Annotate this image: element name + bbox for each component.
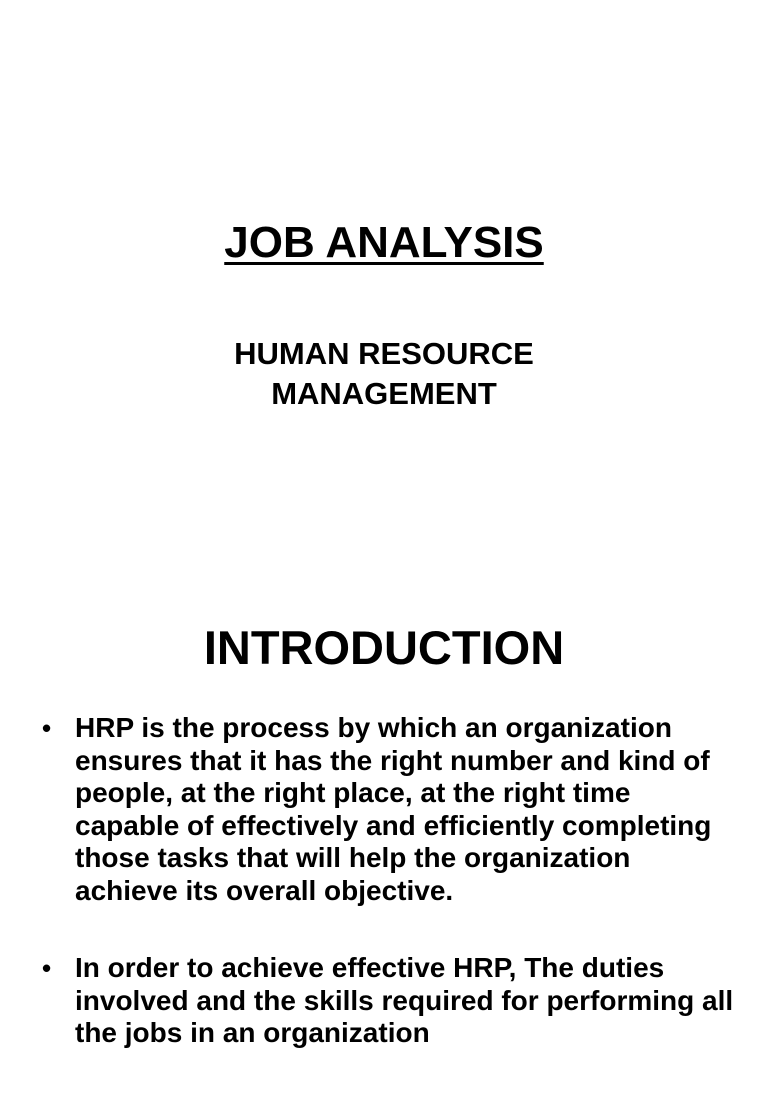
subtitle-line-2: MANAGEMENT (271, 376, 497, 411)
bullet-text: In order to achieve effective HRP, The duties involved and the skills required for performing all the jobs in an organization (75, 952, 734, 1048)
bullet-item (0, 952, 768, 1050)
bullet-list (0, 712, 768, 1095)
introduction-heading: INTRODUCTION (203, 621, 565, 674)
subtitle-line-1: HUMAN RESOURCE (234, 336, 534, 371)
bullet-item (0, 712, 768, 907)
slide-subtitle (0, 334, 768, 414)
introduction-slide (0, 576, 768, 1048)
slide-title: JOB ANALYSIS (224, 218, 544, 267)
bullet-icon: • (42, 713, 52, 743)
bullet-text: HRP is the process by which an organization ensures that it has the right number and kind of people, at the right place, at the right time capable of effectively and efficiently completing those tasks that will help the organization achieve its overall objective. (75, 712, 712, 906)
bullet-icon: • (42, 953, 52, 983)
